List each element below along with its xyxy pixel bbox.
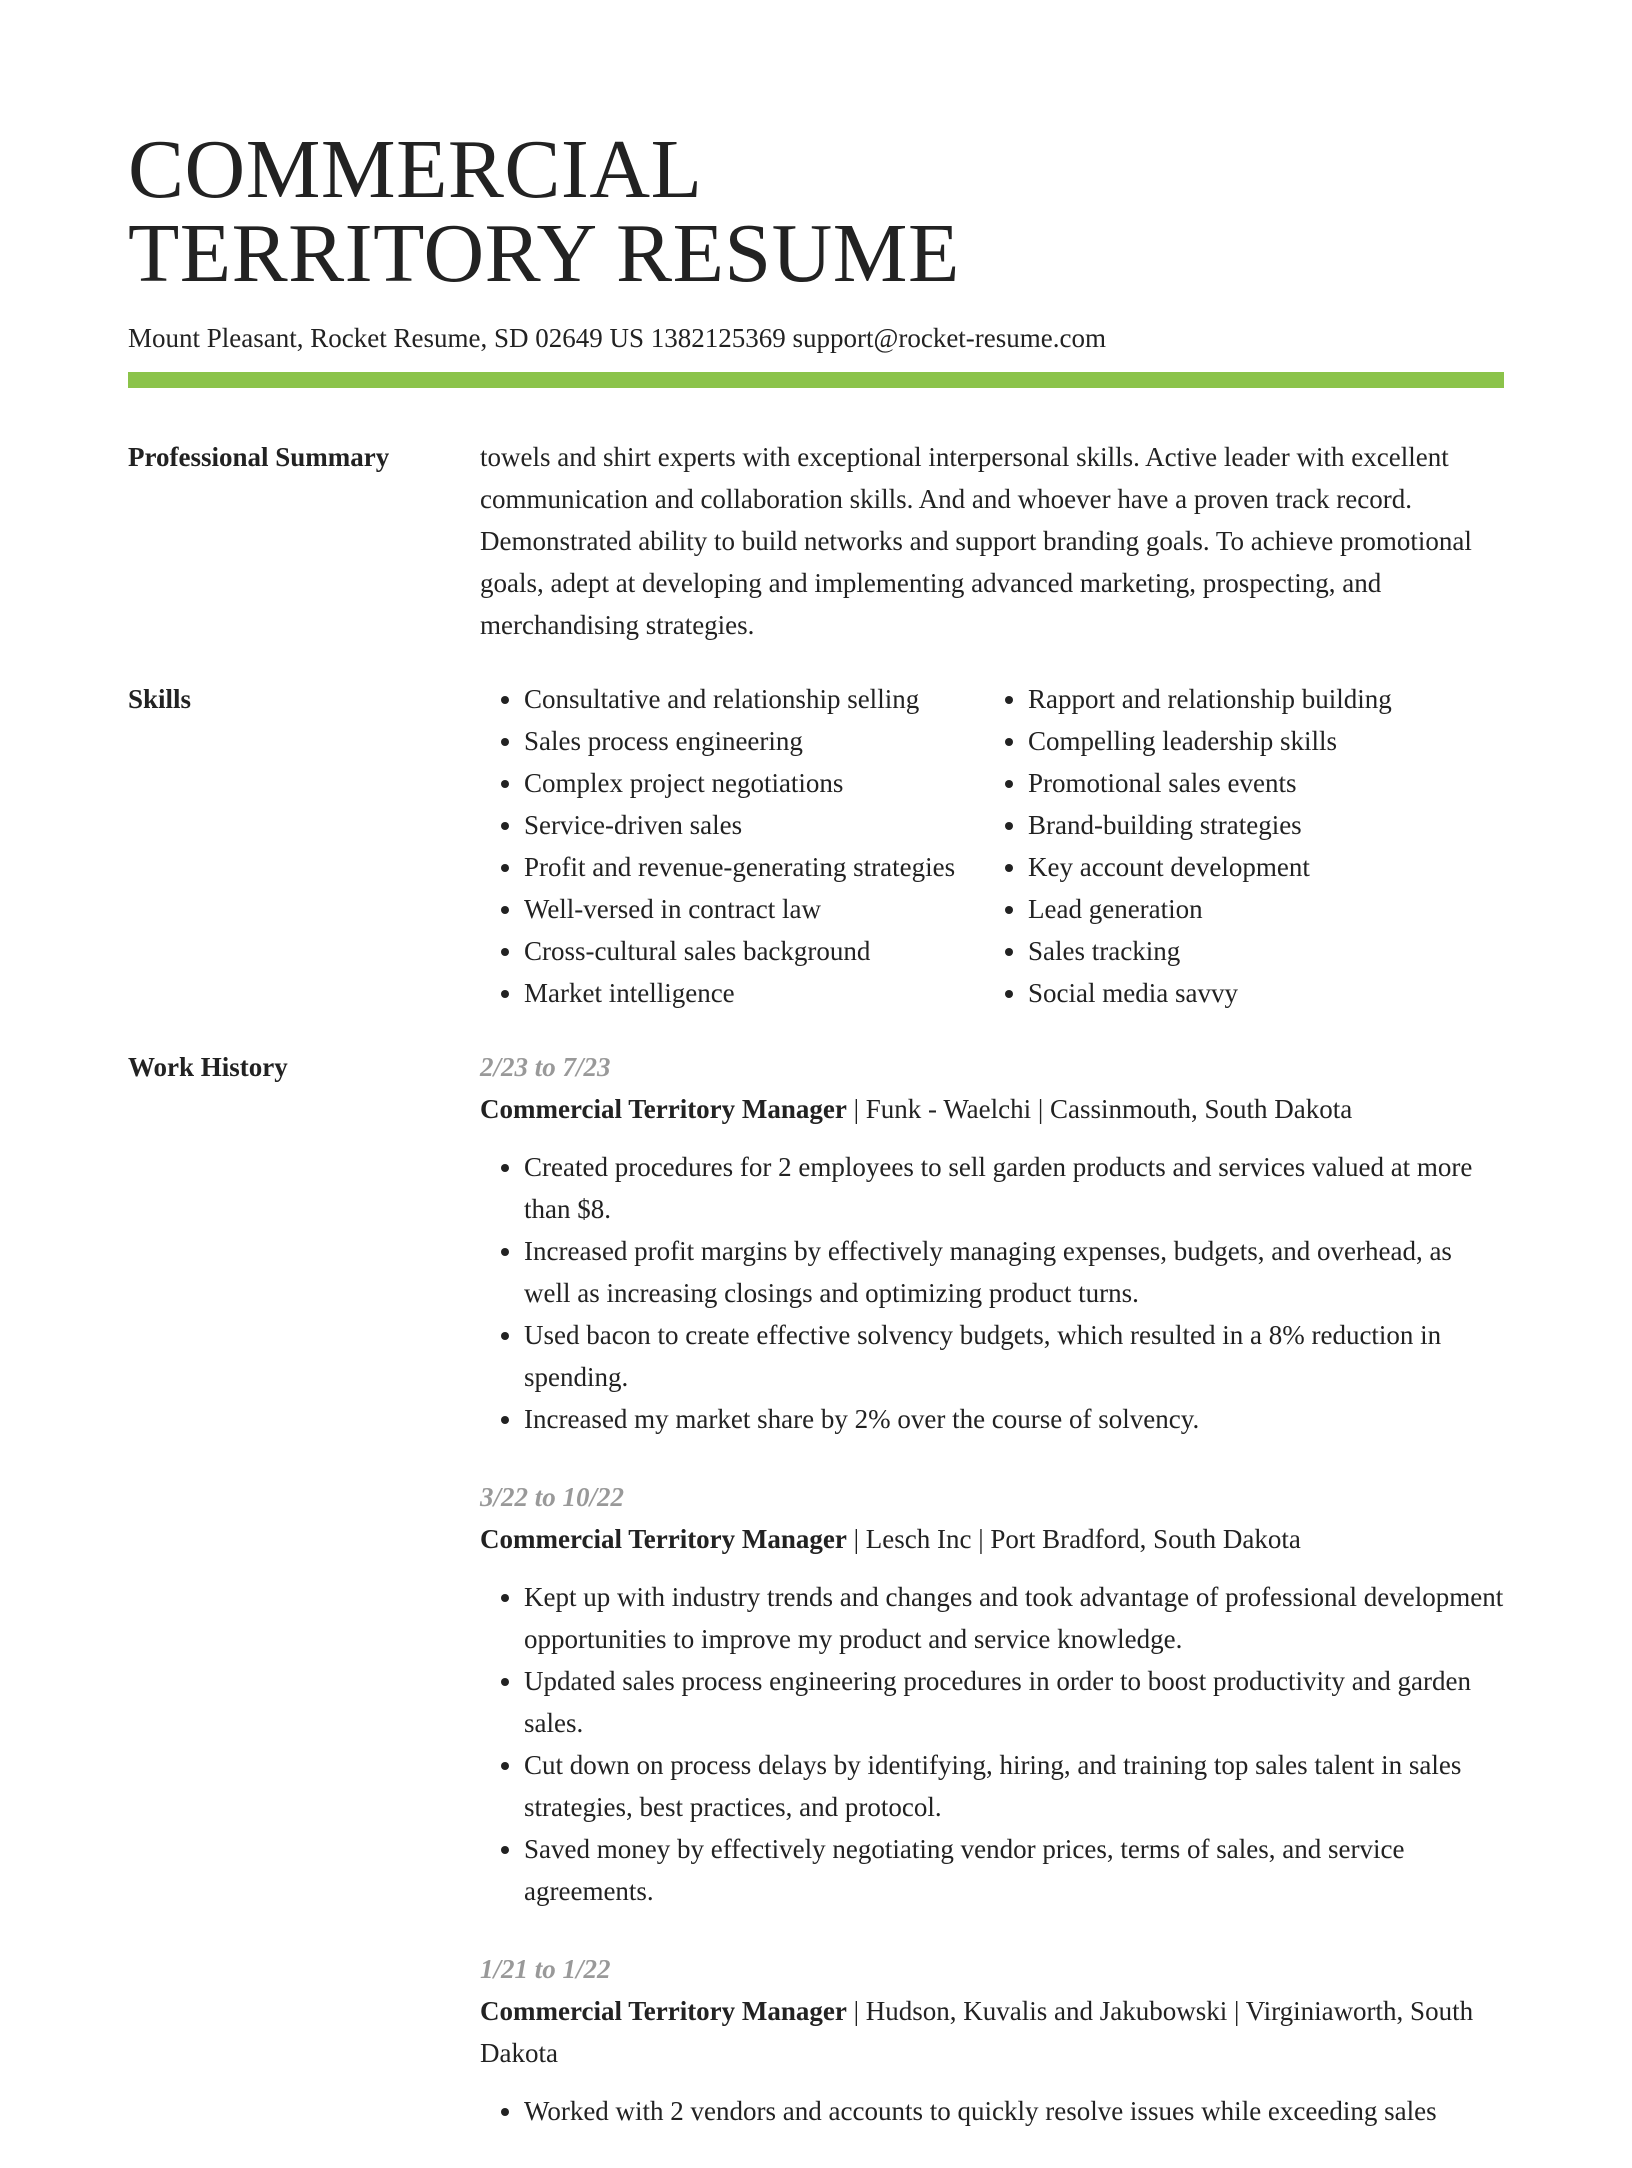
job-dates: 2/23 to 7/23 [480, 1052, 611, 1082]
skill-item: • Service-driven sales [524, 804, 984, 846]
job-title: Commercial Territory Manager [480, 1996, 847, 2026]
section-label: Professional Summary [128, 442, 390, 472]
job-bullet: • Increased profit margins by effectively managing expenses, budgets, and overhead, as well as increasing closings and optimizing product turns. [524, 1230, 1504, 1314]
section-label: Skills [128, 684, 192, 714]
job-bullet: • Worked with 2 vendors and accounts to quickly resolve issues while exceeding sales [524, 2090, 1504, 2132]
skill-item: • Lead generation [1028, 888, 1392, 930]
job-heading [480, 1088, 1504, 1130]
job-bullet: • Kept up with industry trends and changes and took advantage of professional development opportunities to improve my product and service knowledge. [524, 1576, 1504, 1660]
job-bullets [480, 1576, 1504, 1912]
job-details: | Lesch Inc | Port Bradford, South Dakota [846, 1524, 1301, 1554]
job-heading [480, 1518, 1504, 1560]
resume-title [128, 123, 1504, 300]
job-details: | Funk - Waelchi | Cassinmouth, South Dakota [846, 1094, 1353, 1124]
skill-item: • Market intelligence [524, 972, 984, 1014]
summary-text: towels and shirt experts with exceptional interpersonal skills. Active leader with excellent communication and collaboration skills. And and whoever have a proven track record. Demonstrated ability to build networks and support branding goals. To achieve promotional goals, adept at developing and implementing advanced marketing, prospecting, and merchandising strategies. [480, 442, 1472, 640]
job-bullet: • Increased my market share by 2% over the course of solvency. [524, 1398, 1504, 1440]
job-title: Commercial Territory Manager [480, 1094, 847, 1124]
skills-list-right [984, 678, 1392, 1014]
skill-item: • Sales tracking [1028, 930, 1392, 972]
job-heading [480, 1990, 1504, 2074]
skill-item: • Complex project negotiations [524, 762, 984, 804]
job-title: Commercial Territory Manager [480, 1524, 847, 1554]
resume-title-line-1: COMMERCIAL [128, 123, 703, 216]
job-bullet: • Cut down on process delays by identifying, hiring, and training top sales talent in sales strategies, best practices, and protocol. [524, 1744, 1504, 1828]
job-bullet: • Saved money by effectively negotiating vendor prices, terms of sales, and service agreements. [524, 1828, 1504, 1912]
job-bullets [480, 1146, 1504, 1440]
accent-divider [128, 372, 1504, 388]
job-bullet: • Used bacon to create effective solvency budgets, which resulted in a 8% reduction in spending. [524, 1314, 1504, 1398]
skills-columns [480, 678, 1504, 1014]
skill-item: • Promotional sales events [1028, 762, 1392, 804]
job-dates: 1/21 to 1/22 [480, 1954, 611, 1984]
skill-item: • Brand-building strategies [1028, 804, 1392, 846]
skill-item: • Sales process engineering [524, 720, 984, 762]
skills-section [128, 678, 1504, 1014]
skill-item: • Well-versed in contract law [524, 888, 984, 930]
skill-item: • Key account development [1028, 846, 1392, 888]
skills-list-left [480, 678, 984, 1014]
job-bullet: • Updated sales process engineering procedures in order to boost productivity and garden sales. [524, 1660, 1504, 1744]
section-label: Work History [128, 1052, 288, 1082]
resume-title-line-2: TERRITORY RESUME [128, 207, 960, 300]
work-history-section [128, 1046, 1504, 2168]
job-entry [480, 1046, 1504, 1440]
skill-item: • Cross-cultural sales background [524, 930, 984, 972]
job-dates: 3/22 to 10/22 [480, 1482, 625, 1512]
job-details: | Hudson, Kuvalis and Jakubowski | Virginiaworth, South Dakota [480, 1996, 1474, 2068]
job-bullets [480, 2090, 1504, 2132]
skill-item: • Consultative and relationship selling [524, 678, 984, 720]
job-entry [480, 1948, 1504, 2132]
resume-page [128, 123, 1504, 2168]
skill-item: • Profit and revenue-generating strategies [524, 846, 984, 888]
skill-item: • Rapport and relationship building [1028, 678, 1392, 720]
contact-info: Mount Pleasant, Rocket Resume, SD 02649 US 1382125369 support@rocket-resume.com [128, 323, 1106, 353]
job-bullet: • Created procedures for 2 employees to sell garden products and services valued at more than $8. [524, 1146, 1504, 1230]
skill-item: • Social media savvy [1028, 972, 1392, 1014]
skill-item: • Compelling leadership skills [1028, 720, 1392, 762]
professional-summary-section [128, 436, 1504, 646]
job-entry [480, 1476, 1504, 1912]
